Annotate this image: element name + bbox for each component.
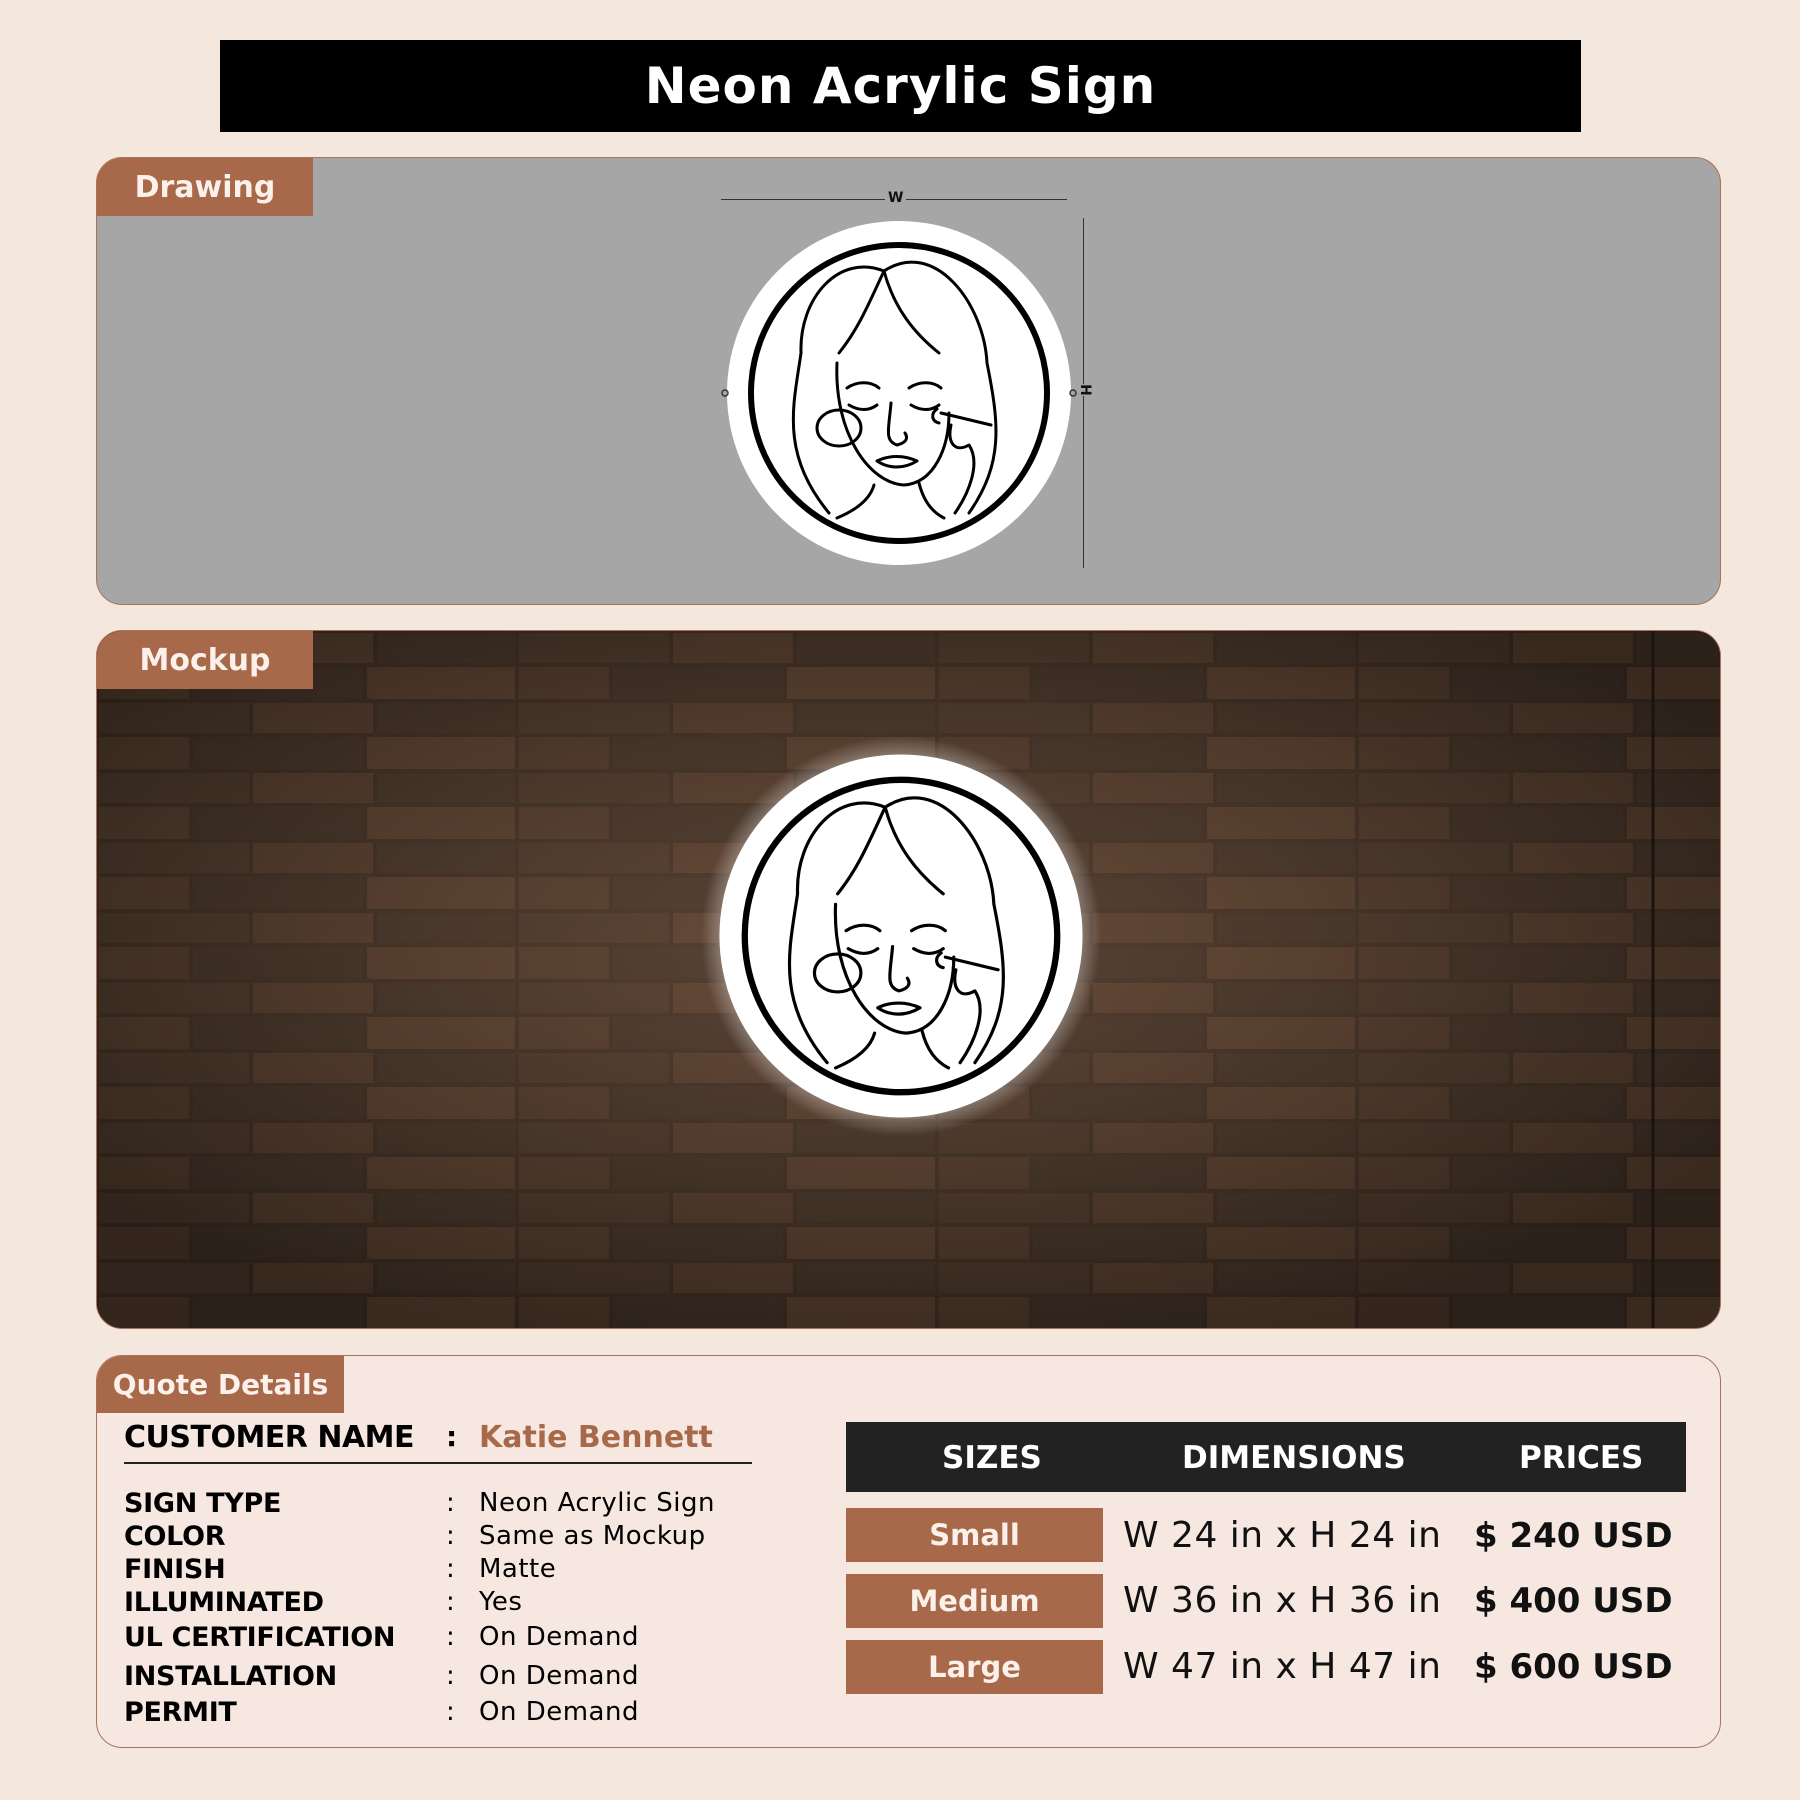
drawing-tab: Drawing	[97, 158, 313, 216]
separator: :	[446, 1554, 455, 1584]
spec-label: PERMIT	[124, 1697, 237, 1728]
spec-label: SIGN TYPE	[124, 1488, 282, 1519]
face-line-art-icon	[719, 754, 1082, 1117]
size-small-button[interactable]: Small	[846, 1508, 1103, 1562]
page-title: Neon Acrylic Sign	[644, 57, 1157, 115]
dimensions-small: W 24 in x H 24 in	[1123, 1515, 1442, 1556]
spec-value: Neon Acrylic Sign	[479, 1488, 716, 1518]
spec-row-permit	[124, 1697, 724, 1733]
separator: :	[446, 1587, 455, 1617]
spec-label: INSTALLATION	[124, 1661, 337, 1692]
separator: :	[446, 1661, 455, 1691]
sign-drawing	[719, 213, 1079, 573]
drawing-panel	[96, 157, 1721, 605]
separator: :	[446, 1488, 455, 1518]
spec-value: On Demand	[479, 1622, 639, 1652]
spec-label: COLOR	[124, 1521, 226, 1552]
spec-row-finish	[124, 1554, 724, 1590]
spec-row-color	[124, 1521, 724, 1557]
spec-label: UL CERTIFICATION	[124, 1622, 396, 1653]
spec-label: FINISH	[124, 1554, 226, 1585]
spec-value: Same as Mockup	[479, 1521, 706, 1551]
spec-value: On Demand	[479, 1661, 639, 1691]
price-medium: $ 400 USD	[1474, 1581, 1673, 1621]
separator: :	[446, 1697, 455, 1727]
spec-row-ul-certification	[124, 1622, 724, 1658]
sizes-header: SIZES	[942, 1440, 1042, 1476]
face-line-art-icon	[722, 221, 1076, 565]
spec-row-illuminated	[124, 1587, 724, 1623]
dimensions-medium: W 36 in x H 36 in	[1123, 1580, 1442, 1621]
separator: :	[446, 1622, 455, 1652]
spec-row-installation	[124, 1661, 724, 1697]
customer-name-value: Katie Bennett	[479, 1420, 713, 1455]
spec-row-sign-type	[124, 1488, 724, 1524]
size-medium-button[interactable]: Medium	[846, 1574, 1103, 1628]
price-large: $ 600 USD	[1474, 1647, 1673, 1687]
price-small: $ 240 USD	[1474, 1516, 1673, 1556]
spec-value: On Demand	[479, 1697, 639, 1727]
size-large-button[interactable]: Large	[846, 1640, 1103, 1694]
spec-value: Yes	[479, 1587, 523, 1617]
height-marker: H	[1076, 384, 1093, 396]
sign-mockup	[711, 746, 1091, 1126]
separator: :	[446, 1420, 458, 1453]
customer-name-row	[124, 1418, 752, 1464]
separator: :	[446, 1521, 455, 1551]
customer-name-label: CUSTOMER NAME	[124, 1420, 415, 1455]
title-bar	[220, 40, 1581, 132]
prices-header: PRICES	[1519, 1440, 1644, 1476]
pricing-table-header	[846, 1422, 1686, 1492]
mockup-tab: Mockup	[97, 631, 313, 689]
spec-label: ILLUMINATED	[124, 1587, 324, 1618]
spec-value: Matte	[479, 1554, 557, 1584]
quote-details-tab: Quote Details	[97, 1356, 344, 1413]
width-marker: W	[885, 190, 906, 206]
dimensions-header: DIMENSIONS	[1182, 1440, 1406, 1476]
mockup-panel	[96, 630, 1721, 1329]
dimensions-large: W 47 in x H 47 in	[1123, 1646, 1442, 1687]
